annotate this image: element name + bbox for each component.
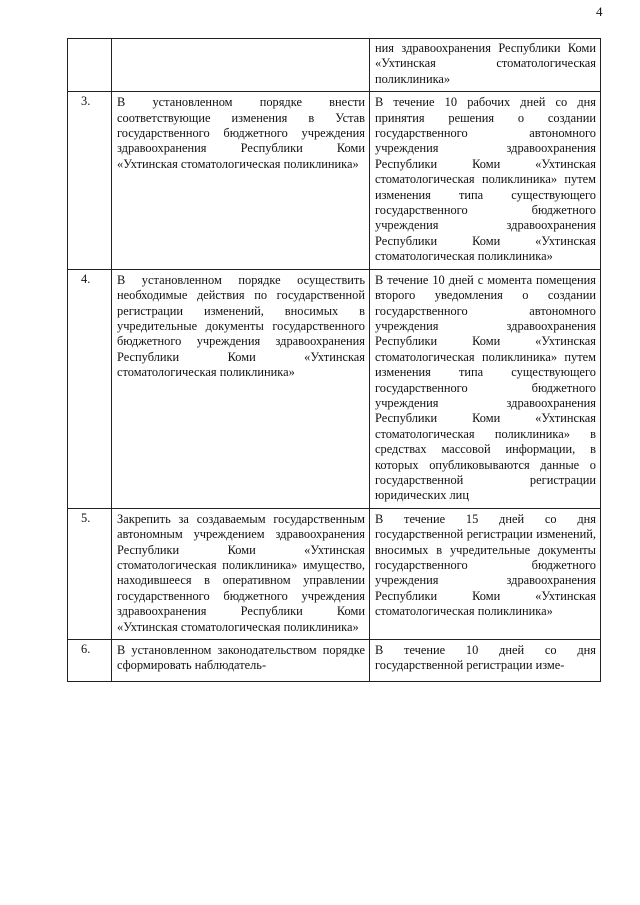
row-number: 4.: [68, 269, 112, 508]
action-text: В установленном законодательством порядке сформировать наблюдатель-: [117, 643, 365, 673]
action-cell: [112, 640, 370, 682]
action-cell: В установленном порядке внести соответствующие изменения в Устав государственного бюджетного учреждения здравоохранения Республики Коми «Ухтинская стоматологическая поликлиника»: [112, 92, 370, 269]
deadline-text: В течение 10 дней со дня государственной регистрации изме-: [375, 643, 596, 673]
table-row: [68, 92, 601, 269]
deadline-cell: В течение 15 дней со дня государственной регистрации изменений, вносимых в учредительные документы государственного бюджетного учреждения здравоохранения Республики Коми «Ухтинская стоматологическая поликлиника»: [370, 508, 601, 639]
action-plan-table: [67, 38, 601, 682]
deadline-cell: ния здравоохранения Республики Коми «Ухтинская стоматологическая поликлиника»: [370, 39, 601, 92]
table-row: [68, 640, 601, 682]
row-number: 5.: [68, 508, 112, 639]
page-number: 4: [596, 4, 603, 19]
table-row: [68, 39, 601, 92]
deadline-cell: В течение 10 дней с момента помещения второго уведомления о создании государственного автономного учреждения здравоохранения Республики Коми «Ухтинская стоматологическая поликлиника» путем изменения типа существующего государственного бюджетного учреждения здравоохранения Республики Коми «Ухтинская стоматологическая поликлиника» в средствах массовой информации, в которых опубликовываются данные о государственной регистрации юридических лиц: [370, 269, 601, 508]
row-number: [68, 640, 112, 682]
table-row: [68, 269, 601, 508]
deadline-cell: [370, 640, 601, 682]
row-number: 3.: [68, 92, 112, 269]
table-row: [68, 508, 601, 639]
action-cell: В установленном порядке осуществить необходимые действия по государственной регистрации изменений, вносимых в учредительные документы государственного бюджетного учреждения здравоохранения Республики Коми «Ухтинская стоматологическая поликлиника»: [112, 269, 370, 508]
row-number: [68, 39, 112, 92]
deadline-cell: В течение 10 рабочих дней со дня принятия решения о создании государственного автономного учреждения здравоохранения Республики Коми «Ухтинская стоматологическая поликлиника» путем изменения типа существующего государственного бюджетного учреждения здравоохранения Республики Коми «Ухтинская стоматологическая поликлиника»: [370, 92, 601, 269]
row-number-text: 6.: [81, 642, 91, 657]
action-cell: [112, 39, 370, 92]
action-cell: Закрепить за создаваемым государственным автономным учреждением здравоохранения Республики Коми «Ухтинская стоматологическая поликлиника» имущество, находившееся в оперативном управлении государственного бюджетного учреждения здравоохранения Республики Коми «Ухтинская стоматологическая поликлиника»: [112, 508, 370, 639]
